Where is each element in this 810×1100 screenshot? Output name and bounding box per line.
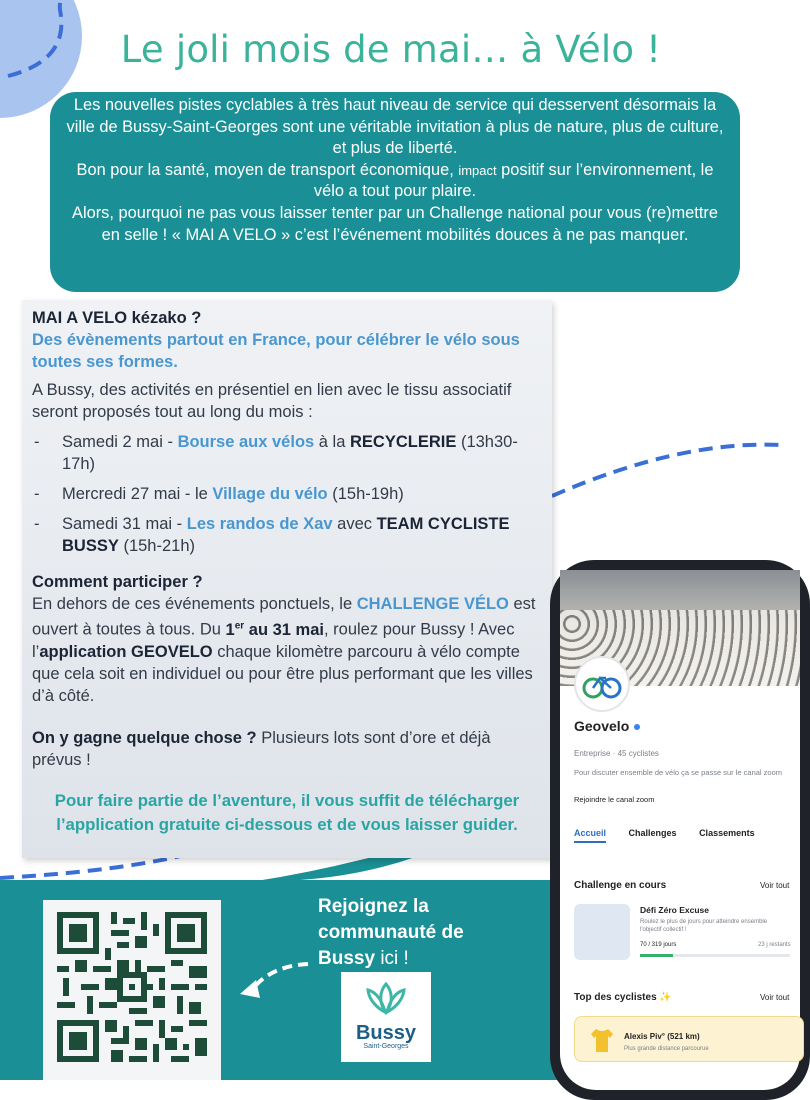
join-community-text (318, 894, 468, 972)
win-body: Plusieurs lots sont d’ore et déjà prévus ! (32, 728, 491, 769)
lotus-icon (361, 978, 411, 1020)
card-subheading: Des évènements partout en France, pour célébrer le vélo sous toutes ses formes. (32, 331, 520, 371)
how-heading: Comment participer ? (32, 573, 203, 591)
event-date: Samedi 31 mai - (62, 515, 183, 533)
phone-screen (560, 570, 800, 1090)
tab-classements[interactable]: Classements (699, 828, 755, 838)
zoom-link[interactable]: Rejoindre le canal zoom (574, 795, 655, 804)
avatar[interactable] (574, 656, 630, 712)
event-date: Mercredi 27 mai - le (62, 485, 208, 503)
challenge-remaining: 23 j restants (758, 942, 791, 948)
event-time: (15h-21h) (123, 537, 195, 555)
how-day: 1 (225, 620, 235, 639)
top-cyclist-subtitle: Plus grande distance parcourue (624, 1046, 709, 1052)
challenge-description: Roulez le plus de jours pour atteindre ensemble l'objectif collectif ! (640, 919, 768, 933)
intro-p2-start: Bon pour la santé, moyen de transport économique, (76, 160, 454, 179)
intro-p2-end: positif sur l’environnement, le vélo a tout pour plaire. (313, 160, 714, 201)
event-mid: avec (337, 515, 372, 533)
how-part-1: En dehors de ces événements ponctuels, le (32, 595, 353, 613)
challenge-progress-fill (640, 954, 673, 957)
current-challenge-heading: Challenge en cours (574, 880, 667, 891)
bussy-logo[interactable] (341, 972, 431, 1062)
event-name: Village du vélo (212, 485, 328, 503)
profile-tabs (574, 828, 775, 838)
how-part-2: est ouvert à toutes à tous. Du (32, 595, 536, 639)
join-line-2: ici ! (380, 948, 409, 969)
intro-paragraph-3: Alors, pourquoi ne pas vous laisser tenter par un Challenge national pour vous (re)mettre en selle ! « MAI A VELO » c’est l’événement mobilités douces à ne pas manquer. (72, 203, 718, 244)
event-time: (13h30-17h) (62, 433, 518, 473)
logo-town: Saint-Georges (363, 1043, 409, 1050)
how-range: au 31 mai (248, 620, 324, 639)
event-name: Bourse aux vélos (177, 433, 315, 451)
tab-accueil[interactable]: Accueil (574, 828, 606, 843)
event-name: Les randos de Xav (186, 515, 333, 533)
profile-meta: Entreprise · 45 cyclistes (574, 749, 659, 758)
jersey-icon (587, 1025, 617, 1055)
profile-name-text: Geovelo (574, 718, 630, 734)
challenge-progress-bar (640, 954, 790, 957)
event-place: TEAM CYCLISTE BUSSY (62, 515, 510, 555)
logo-name: Bussy (355, 1022, 417, 1044)
how-app: application GEOVELO (39, 642, 213, 661)
event-date: Samedi 2 mai - (62, 433, 173, 451)
card-heading: MAI A VELO kézako ? (32, 309, 202, 327)
verified-icon (634, 724, 640, 730)
see-all-cyclists-link[interactable]: Voir tout (760, 993, 790, 1002)
how-part-3: , roulez pour Bussy ! Avec l’ (32, 620, 515, 661)
dashed-arrow-icon (252, 964, 308, 990)
challenge-title[interactable]: Défi Zéro Excuse (640, 905, 709, 915)
how-part-4: chaque kilomètre parcouru à vélo compte que cela soit en individuel ou pour être plus performant que les villes d’à côté. (32, 642, 533, 705)
how-challenge: CHALLENGE VÉLO (356, 595, 509, 613)
intro-paragraph-1: Les nouvelles pistes cyclables à très haut niveau de service qui desservent désormais la ville de Bussy-Saint-Georges sont une véritable invitation à plus de nature, plus de culture, et plus de liberté. (66, 96, 724, 158)
top-cyclists-heading: Top des cyclistes ✨ (574, 992, 672, 1003)
bicycle-icon (576, 658, 628, 710)
tab-challenges[interactable]: Challenges (628, 828, 677, 838)
call-to-action: Pour faire partie de l’aventure, il vous suffit de télécharger l’application gratuite ci-dessous et de vous laisser guider. (54, 790, 520, 834)
event-time: (15h-19h) (332, 485, 404, 503)
win-heading: On y gagne quelque chose ? (32, 728, 257, 747)
challenge-image (574, 904, 630, 960)
page-title: Le joli mois de mai… à Vélo ! (120, 28, 662, 71)
profile-name (574, 718, 640, 734)
profile-description: Pour discuter ensemble de vélo ça se passe sur le canal zoom (574, 768, 783, 777)
card-lead: A Bussy, des activités en présentiel en lien avec le tissu associatif seront proposés tout au long du mois : (32, 381, 512, 421)
see-all-challenges-link[interactable]: Voir tout (760, 881, 790, 890)
top-cyclist-name: Alexis Piv° (521 km) (624, 1032, 700, 1041)
event-place: RECYCLERIE (350, 433, 457, 451)
intro-p2-small: impact (458, 162, 497, 178)
how-sup: er (234, 620, 245, 631)
event-mid: à la (318, 433, 346, 451)
challenge-progress: 70 / 319 jours (640, 942, 677, 948)
join-line-1: Rejoignez la communauté de Bussy (318, 896, 464, 969)
